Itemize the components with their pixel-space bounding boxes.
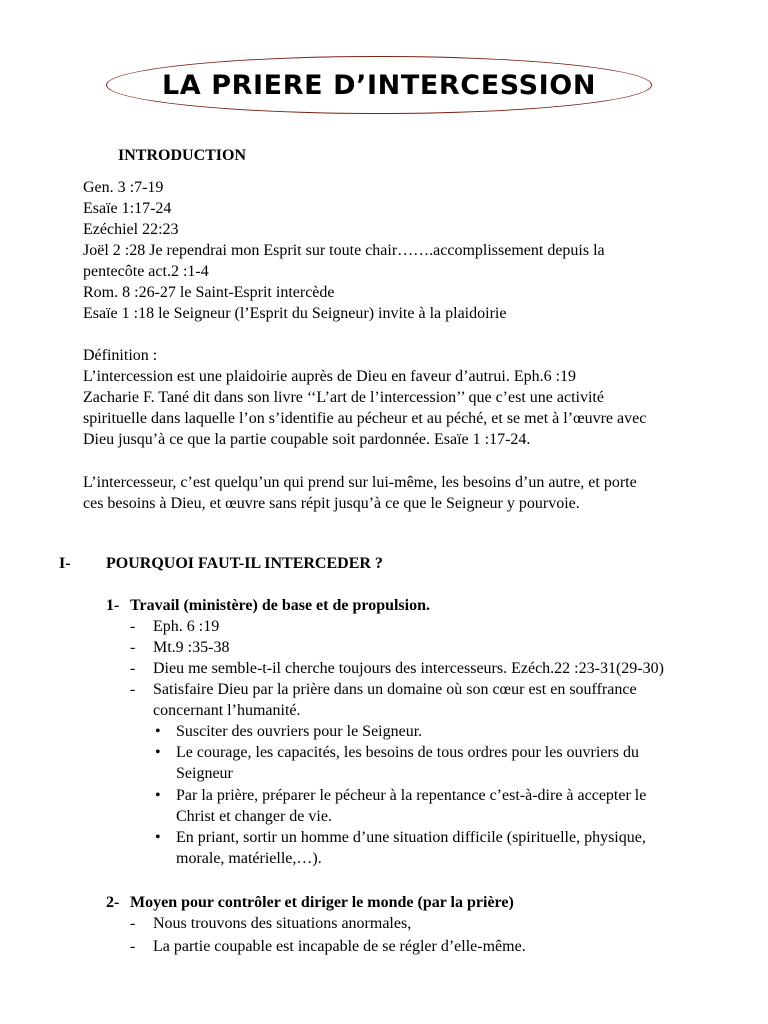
- section-number: I-: [59, 555, 71, 572]
- definition-line: L’intercession est une plaidoirie auprès de Dieu en faveur d’autrui. Eph.6 :19: [83, 368, 577, 385]
- intro-ref: pentecôte act.2 :1-4: [83, 263, 209, 280]
- definition-line: Dieu jusqu’à ce que la partie coupable soit pardonnée. Esaïe 1 :17-24.: [83, 431, 531, 448]
- dash-item-continuation: concernant l’humanité.: [153, 702, 301, 719]
- definition-line: spirituelle dans laquelle l’on s’identifie au pécheur et au péché, et se met à l’œuvre avec: [83, 410, 647, 427]
- definition-label: Définition :: [83, 347, 158, 364]
- bullet-marker: •: [155, 829, 161, 846]
- dash-item: Satisfaire Dieu par la prière dans un domaine où son cœur est en souffrance: [153, 681, 637, 698]
- subsection-number: 2-: [106, 894, 120, 911]
- dash-item: La partie coupable est incapable de se régler d’elle-même.: [153, 938, 526, 955]
- intro-ref: Esaïe 1 :18 le Seigneur (l’Esprit du Seigneur) invite à la plaidoirie: [83, 305, 507, 322]
- bullet-item-continuation: Seigneur: [176, 765, 233, 782]
- intro-ref: Ezéchiel 22:23: [83, 221, 179, 238]
- dash-item: Mt.9 :35-38: [153, 639, 230, 656]
- bullet-marker: •: [155, 744, 161, 761]
- intercessor-line: L’intercesseur, c’est quelqu’un qui prend sur lui-même, les besoins d’un autre, et porte: [83, 474, 637, 491]
- subsection-heading: Moyen pour contrôler et diriger le monde (par la prière): [130, 894, 514, 911]
- intro-ref: Esaïe 1:17-24: [83, 200, 172, 217]
- dash-marker: -: [130, 660, 136, 677]
- section-heading: POURQUOI FAUT-IL INTERCEDER ?: [106, 555, 383, 572]
- bullet-item-continuation: Christ et changer de vie.: [176, 808, 332, 825]
- subsection-number: 1-: [106, 597, 120, 614]
- title-oval: [106, 56, 652, 114]
- dash-item: Eph. 6 :19: [153, 618, 220, 635]
- bullet-item: Susciter des ouvriers pour le Seigneur.: [176, 723, 423, 740]
- bullet-marker: •: [155, 787, 161, 804]
- bullet-item: Par la prière, préparer le pécheur à la repentance c’est-à-dire à accepter le: [176, 787, 647, 804]
- intro-ref: Gen. 3 :7-19: [83, 179, 164, 196]
- subsection-heading: Travail (ministère) de base et de propulsion.: [130, 597, 430, 614]
- dash-item: Nous trouvons des situations anormales,: [153, 915, 412, 932]
- dash-item: Dieu me semble-t-il cherche toujours des intercesseurs. Ezéch.22 :23-31(29-30): [153, 660, 664, 677]
- dash-marker: -: [130, 681, 136, 698]
- bullet-item: Le courage, les capacités, les besoins de tous ordres pour les ouvriers du: [176, 744, 639, 761]
- intro-ref: Joël 2 :28 Je rependrai mon Esprit sur toute chair…….accomplissement depuis la: [83, 242, 605, 259]
- introduction-heading: INTRODUCTION: [118, 147, 247, 164]
- intercessor-line: ces besoins à Dieu, et œuvre sans répit jusqu’à ce que le Seigneur y pourvoie.: [83, 495, 580, 512]
- intro-ref: Rom. 8 :26-27 le Saint-Esprit intercède: [83, 284, 335, 301]
- definition-line: Zacharie F. Tané dit dans son livre ‘‘L’art de l’intercession’’ que c’est une activité: [83, 389, 604, 406]
- dash-marker: -: [130, 639, 136, 656]
- dash-marker: -: [130, 938, 136, 955]
- bullet-marker: •: [155, 723, 161, 740]
- dash-marker: -: [130, 915, 136, 932]
- dash-marker: -: [130, 618, 136, 635]
- bullet-item: En priant, sortir un homme d’une situation difficile (spirituelle, physique,: [176, 829, 646, 846]
- bullet-item-continuation: morale, matérielle,…).: [176, 850, 322, 867]
- page-title: LA PRIERE D’INTERCESSION: [161, 69, 597, 101]
